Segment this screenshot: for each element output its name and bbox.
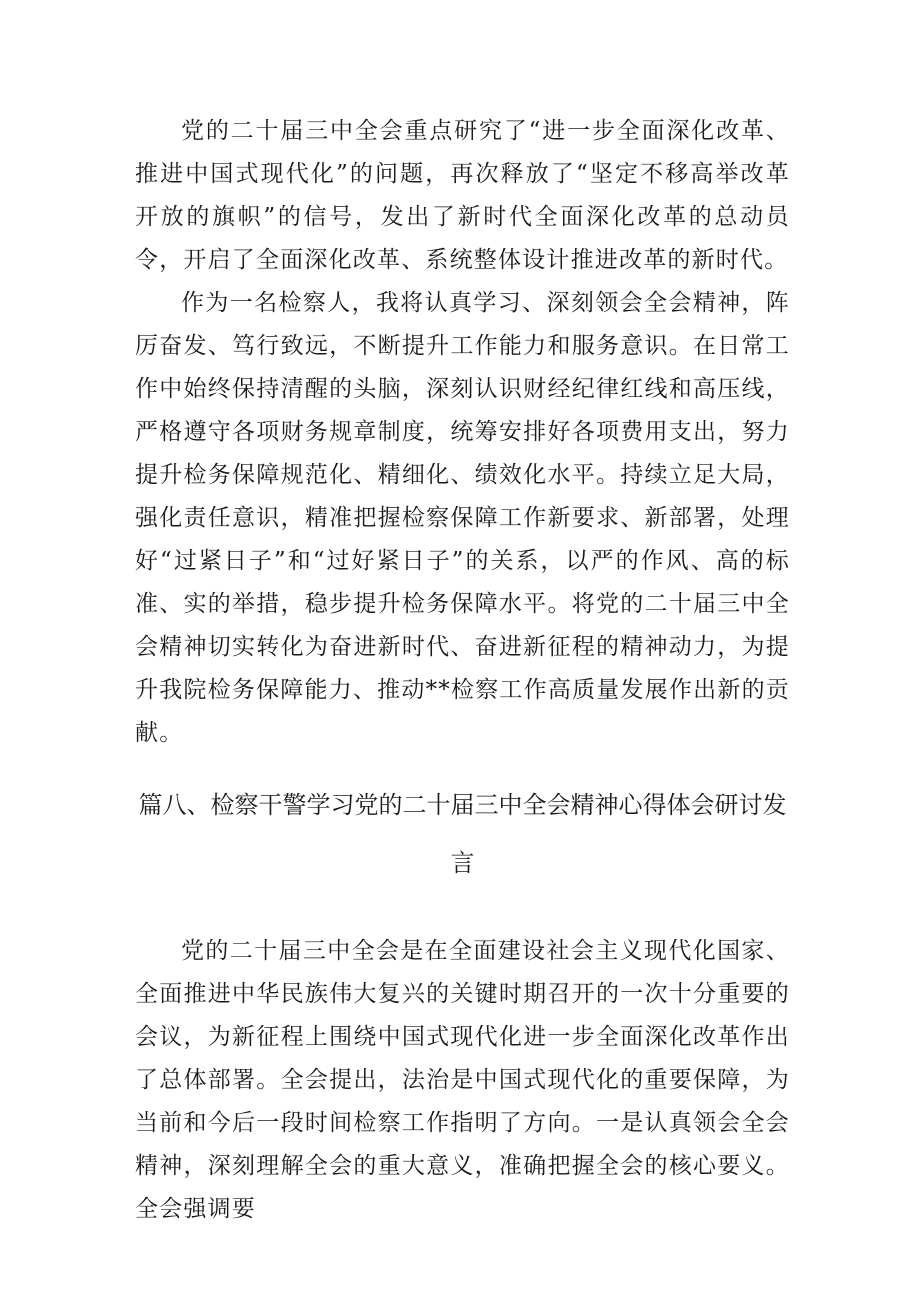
paragraph: 党的二十届三中全会重点研究了“进一步全面深化改革、推进中国式现代化”的问题，再次释放了“坚定不移高举改革开放的旗帜”的信号，发出了新时代全面深化改革的总动员令，开启了全面深化改革、系统整体设计推进改革的新时代。	[135, 118, 790, 273]
document-section-1	[135, 110, 790, 755]
document-section-2	[135, 930, 790, 1231]
section-heading: 篇八、检察干警学习党的二十届三中全会精神心得体会研讨发言	[138, 791, 787, 877]
paragraph: 作为一名检察人，我将认真学习、深刻领会全会精神，阵厉奋发、笃行致远，不断提升工作能力和服务意识。在日常工作中始终保持清醒的头脑，深刻认识财经纪律红线和高压线，严格遵守各项财务规章制度，统筹安排好各项费用支出，努力提升检务保障规范化、精细化、绩效化水平。持续立足大局，强化责任意识，精准把握检察保障工作新要求、新部署，处理好“过紧日子”和“过好紧日子”的关系，以严的作风、高的标准、实的举措，稳步提升检务保障水平。将党的二十届三中全会精神切实转化为奋进新时代、奋进新征程的精神动力，为提升我院检务保障能力、推动**检察工作高质量发展作出新的贡献。	[135, 290, 790, 746]
paragraph: 党的二十届三中全会是在全面建设社会主义现代化国家、全面推进中华民族伟大复兴的关键时期召开的一次十分重要的会议，为新征程上围绕中国式现代化进一步全面深化改革作出了总体部署。全会提出，法治是中国式现代化的重要保障，为当前和今后一段时间检察工作指明了方向。一是认真领会全会精神，深刻理解全会的重大意义，准确把握全会的核心要义。全会强调要	[135, 938, 790, 1222]
